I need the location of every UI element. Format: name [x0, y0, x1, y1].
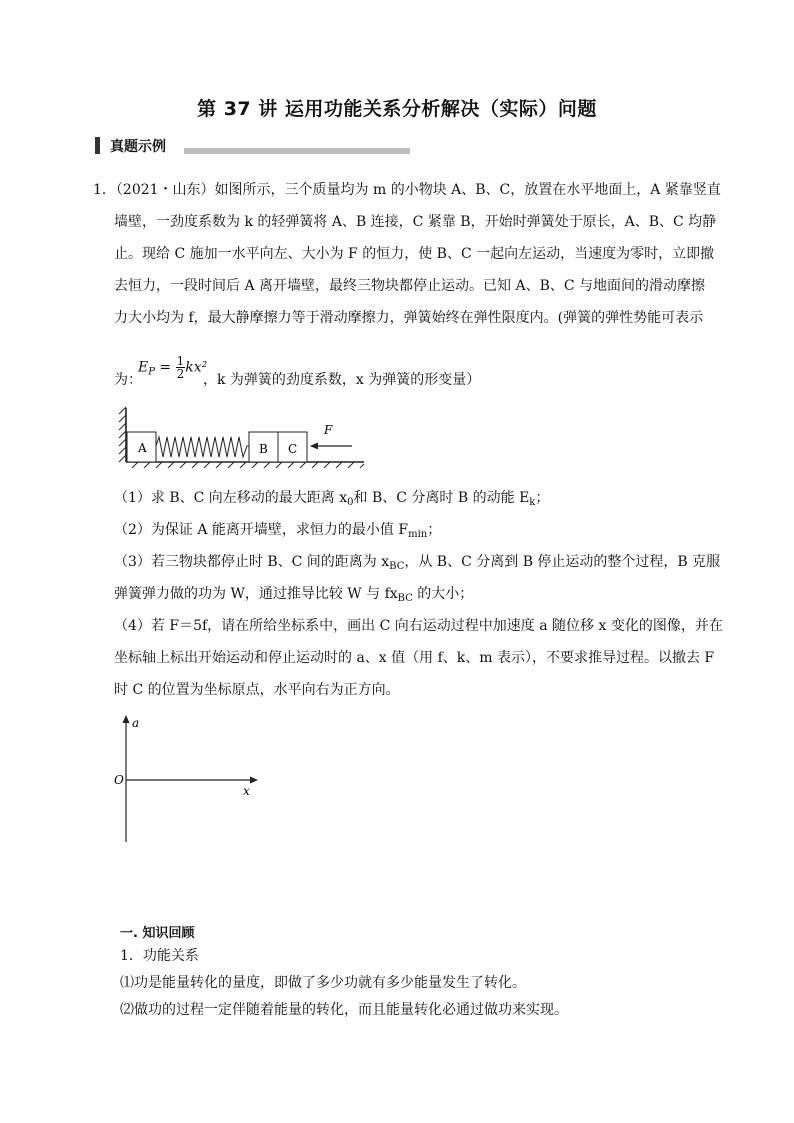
x-axis-arrowhead	[250, 777, 258, 784]
question-line-2: 墙壁，一劲度系数为 k 的轻弹簧将 A、B 连接，C 紧靠 B，开始时弹簧处于原长，A、B、C 均静	[114, 214, 717, 230]
ground-hatching	[126, 462, 364, 468]
sub-question-2-a: （2）为保证 A 能离开墙壁，求恒力的最小值 F	[114, 522, 409, 538]
sub-question-3-c: 弹簧弹力做的功为 W，通过推导比较 W 与 fx	[114, 586, 398, 602]
formula-note: ，k 为弹簧的劲度系数，x 为弹簧的形变量）	[203, 372, 481, 388]
section-divider	[184, 148, 410, 154]
sub-question-1-b: 和 B、C 分离时 B 的动能 E	[353, 490, 530, 506]
question-line-4: 去恒力，一段时间后 A 离开墙壁，最终三物块都停止运动。已知 A、B、C 与地面间的滑动摩擦	[114, 278, 706, 294]
formula-denominator: 2	[176, 367, 185, 381]
review-point-1: ⑴功是能量转化的量度，即做了多少功就有多少能量发生了转化。	[120, 975, 526, 991]
sub-question-3-b: ，从 B、C 分离到 B 停止运动的整个过程，B 克服	[404, 554, 721, 570]
sub-question-3-s2: BC	[397, 593, 413, 604]
formula-lhs-sub: P	[148, 366, 155, 378]
sub-question-1	[114, 488, 549, 513]
block-b-label: B	[259, 442, 268, 456]
wall-hatching	[119, 407, 126, 462]
formula-fraction	[176, 355, 186, 380]
sub-question-4-line-3: 时 C 的位置为坐标原点，水平向右为正方向。	[114, 682, 400, 698]
review-item-1: 1．功能关系	[120, 948, 199, 964]
formula-lhs: E	[138, 359, 149, 376]
formula-rhs: kx²	[185, 359, 208, 376]
sub-question-1-s2: k	[529, 497, 536, 508]
page-title: 第 37 讲 运用功能关系分析解决（实际）问题	[197, 98, 597, 120]
sub-question-4-line-2: 坐标轴上标出开始运动和停止运动时的 a、x 值（用 f、k、m 表示），不要求推导过程。以撤去 F	[114, 650, 715, 666]
formula-eq: =	[154, 359, 176, 376]
question-line-5: 力大小均为 f，最大静摩擦力等于滑动摩擦力，弹簧始终在弹性限度内。(弹簧的弹性势能可表示	[114, 310, 704, 326]
a-axis-arrowhead	[123, 715, 130, 723]
sub-question-3-line-2	[114, 584, 473, 609]
review-heading: 一. 知识回顾	[120, 926, 195, 941]
spring-blocks-figure	[118, 404, 370, 468]
sub-question-3-d: 的大小；	[412, 586, 474, 602]
block-c-label: C	[288, 442, 298, 456]
question-line-1: 1．（2021・山东）如图所示，三个质量均为 m 的小物块 A、B、C，放置在水平地面上，A 紧靠竖直	[93, 182, 721, 198]
section-marker	[95, 137, 100, 154]
sub-question-2-b: ；	[427, 522, 442, 538]
sub-question-1-s1: 0	[347, 497, 354, 508]
force-label: F	[324, 423, 333, 437]
sub-question-2-s1: min	[408, 529, 428, 540]
block-a-label: A	[138, 441, 147, 455]
formula-prefix: 为：	[114, 372, 142, 388]
sub-question-3-s1: BC	[389, 561, 405, 572]
sub-question-3-a: （3）若三物块都停止时 B、C 间的距离为 x	[114, 554, 390, 570]
sub-question-3-line-1	[114, 552, 720, 577]
sub-question-1-c: ；	[535, 490, 550, 506]
coordinate-axes-figure	[110, 712, 270, 844]
origin-label: O	[114, 773, 124, 787]
formula-numerator: 1	[176, 354, 185, 368]
sub-question-4-line-1: （4）若 F＝5f，请在所给坐标系中，画出 C 向右运动过程中加速度 a 随位移 x 变化的图像，并在	[114, 618, 723, 634]
force-arrowhead	[310, 443, 318, 450]
question-line-3: 止。现给 C 施加一水平向左、大小为 F 的恒力，使 B、C 一起向左运动，当速度为零时，立即撤	[114, 246, 715, 262]
section-label: 真题示例	[110, 139, 166, 155]
x-axis-label: x	[243, 784, 250, 798]
sub-question-2	[114, 520, 441, 545]
elastic-energy-formula	[138, 355, 207, 380]
a-axis-label: a	[132, 716, 140, 730]
spring	[156, 437, 249, 457]
sub-question-1-a: （1）求 B、C 向左移动的最大距离 x	[114, 490, 348, 506]
review-point-2: ⑵做功的过程一定伴随着能量的转化，而且能量转化必通过做功来实现。	[120, 1002, 568, 1018]
